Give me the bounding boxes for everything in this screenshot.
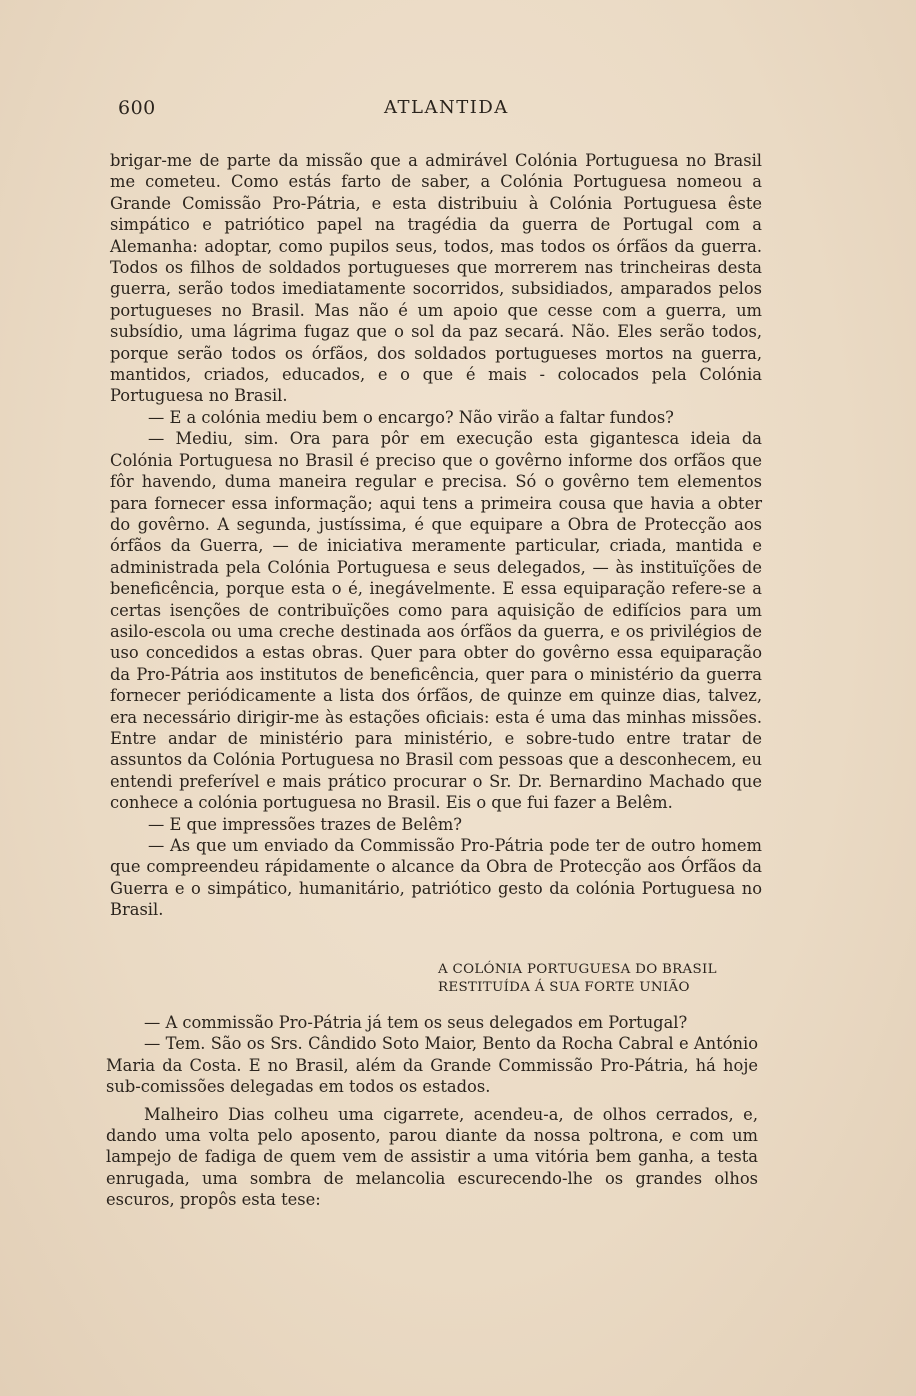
running-title: ATLANTIDA [384,97,509,118]
paragraph-4: — E que impressões trazes de Belêm? [148,814,463,834]
article-body-part-two [106,1012,758,1211]
article-body-part-one [110,150,762,921]
paragraph-6: — A commissão Pro-Pátria já tem os seus delegados em Portugal? [144,1013,688,1032]
section-heading [438,961,758,997]
paragraph-3: — Mediu, sim. Ora para pôr em execução esta gigantesca ideia da Colónia Portuguesa no Brasil é preciso que o govêrno informe dos orfãos que fôr havendo, duma maneira regular e precisa. Só o govêrno tem elementos para fornecer essa informação; aqui tens a primeira cousa que havia a obter do govêrno. A segunda, justíssima, é que equipare a Obra de Protecção aos órfãos da Guerra, — de iniciativa meramente particular, criada, mantida e administrada pela Colónia Portuguesa e seus delegados, — às instituïções de beneficência, porque esta o é, inegávelmente. E essa equiparação refere-se a certas isenções de contribuïções como para aquisição de edifícios para um asilo-escola ou uma creche destinada aos órfãos da guerra, e os privilégios de uso concedidos a estas obras. Quer para obter do govêrno essa equiparação da Pro-Pátria aos institutos de beneficência, quer para o ministério da guerra fornecer periódicamente a lista dos órfãos, de quinze em quinze dias, talvez, era necessário dirigir-me às estações oficiais: esta é uma das minhas missões. Entre andar de ministério para ministério, e sobre-tudo entre tratar de assuntos da Colónia Portuguesa no Brasil com pessoas que a desconhecem, eu entendi preferível e mais prático procurar o Sr. Dr. Bernardino Machado que conhece a colónia portuguesa no Brasil. Eis o que fui fazer a Belêm. [110,429,762,813]
paragraph-1: brigar-me de parte da missão que a admirável Colónia Portuguesa no Brasil me cometeu. Como estás farto de saber, a Colónia Portuguesa nomeou a Grande Comissão Pro-Pátria, e esta distribuiu à Colónia Portuguesa êste simpático e patriótico papel na tragédia da guerra de Portugal com a Alemanha: adoptar, como pupilos seus, todos, mas todos os órfãos da guerra. Todos os filhos de soldados portugueses que morrerem nas trincheiras desta guerra, serão todos imediatamente socorridos, subsidiados, amparados pelos portugueses no Brasil. Mas não é um apoio que cesse com a guerra, um subsídio, uma lágrima fugaz que o sol da paz secará. Não. Eles serão todos, porque serão todos os órfãos, dos soldados portugueses mortos na guerra, mantidos, criados, educados, e o que é mais - colocados pela Colónia Portuguesa no Brasil. [110,151,762,406]
section-heading-line-2: RESTITUÍDA Á SUA FORTE UNIÃO [438,980,690,995]
paragraph-2: — E a colónia mediu bem o encargo? Não virão a faltar fundos? [148,407,674,427]
section-heading-line-1: A COLÓNIA PORTUGUESA DO BRASIL [438,962,717,977]
page-number: 600 [118,97,156,119]
paragraph-8: Malheiro Dias colheu uma cigarrete, acendeu-a, de olhos cerrados, e, dando uma volta pelo aposento, parou diante da nossa poltrona, e com um lampejo de fadiga de quem vem de assistir a uma vitória bem ganha, a testa enrugada, uma sombra de melancolia escurecendo-lhe os grandes olhos escuros, propôs esta tese: [106,1104,758,1210]
paragraph-5: — As que um enviado da Commissão Pro-Pátria pode ter de outro homem que compreendeu rápidamente o alcance da Obra de Protecção aos Órfãos da Guerra e o simpático, humanitário, patriótico gesto da colónia Portuguesa no Brasil. [110,836,762,920]
paragraph-7: — Tem. São os Srs. Cândido Soto Maior, Bento da Rocha Cabral e António Maria da Costa. E no Brasil, além da Grande Commissão Pro-Pátria, há hoje sub-comissões delegadas em todos os estados. [106,1034,758,1097]
